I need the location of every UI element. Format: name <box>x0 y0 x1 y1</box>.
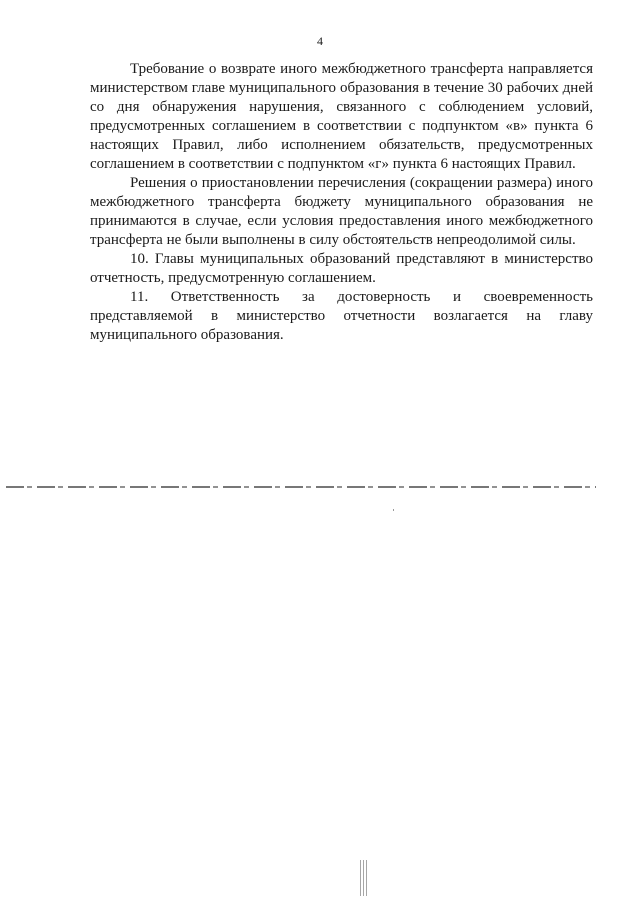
scan-artifact-dot <box>393 509 394 511</box>
scan-artifact-line <box>6 486 596 488</box>
paragraph-reporting: 10. Главы муниципальных образований представляют в министерство отчетность, предусмотренную соглашением. <box>90 251 593 286</box>
document-body <box>90 60 593 345</box>
paragraph-force-majeure: Решения о приостановлении перечисления (сокращении размера) иного межбюджетного трансферта бюджету муниципального образования не принимаются в случае, если условия предоставления иного межбюджетного трансферта не были выполнены в силу обстоятельств непреодолимой силы. <box>90 175 593 248</box>
paragraph-responsibility: 11. Ответственность за достоверность и своевременность представляемой в министерство отчетности возлагается на главу муниципального образования. <box>90 289 593 343</box>
page-number: 4 <box>317 34 323 48</box>
binding-mark <box>360 860 368 896</box>
paragraph-refund-requirement: Требование о возврате иного межбюджетного трансферта направляется министерством главе муниципального образования в течение 30 рабочих дней со дня обнаружения нарушения, связанного с соблюдением условий, предусмотренных соглашением в соответствии с подпунктом «в» пункта 6 настоящих Правил, либо исполнением обязательств, предусмотренных соглашением в соответствии с подпунктом «г» пункта 6 настоящих Правил. <box>90 61 593 172</box>
